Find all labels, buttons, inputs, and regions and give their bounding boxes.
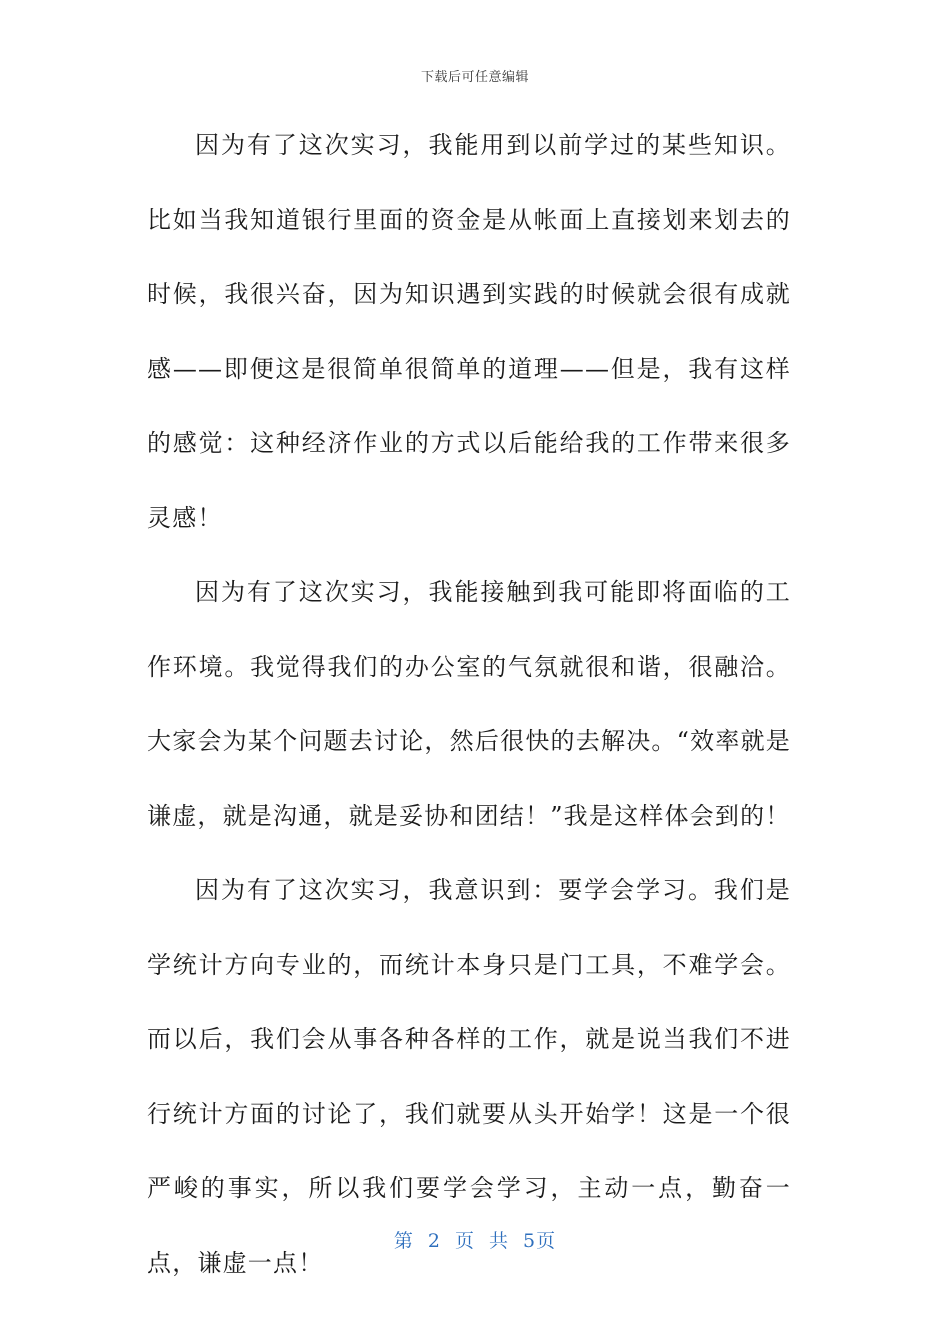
document-body: [147, 108, 791, 1300]
footer-total-pages: 5页: [523, 1230, 557, 1252]
page-header: 下载后可任意编辑: [420, 70, 529, 85]
footer-current-page: 2: [427, 1230, 441, 1252]
page-footer: [0, 1226, 950, 1253]
paragraph-2: 因为有了这次实习，我能接触到我可能即将面临的工作环境。我觉得我们的办公室的气氛就很和谐，很融洽。大家会为某个问题去讨论，然后很快的去解决。“效率就是谦虚，就是沟通，就是妥协和团结！”我是这样体会到的！: [147, 578, 791, 830]
footer-page-word: 页: [454, 1230, 475, 1252]
paragraph-1: 因为有了这次实习，我能用到以前学过的某些知识。比如当我知道银行里面的资金是从帐面上直接划来划去的时候，我很兴奋，因为知识遇到实践的时候就会很有成就感——即便这是很简单很简单的道理——但是，我有这样的感觉：这种经济作业的方式以后能给我的工作带来很多灵感！: [147, 131, 791, 532]
paragraph-3: 因为有了这次实习，我意识到：要学会学习。我们是学统计方向专业的，而统计本身只是门工具，不难学会。而以后，我们会从事各种各样的工作，就是说当我们不进行统计方面的讨论了，我们就要从头开始学！这是一个很严峻的事实，所以我们要学会学习，主动一点，勤奋一点，谦虚一点！: [147, 876, 791, 1277]
footer-total-word: 共: [489, 1230, 510, 1252]
footer-prefix: 第: [393, 1230, 414, 1252]
